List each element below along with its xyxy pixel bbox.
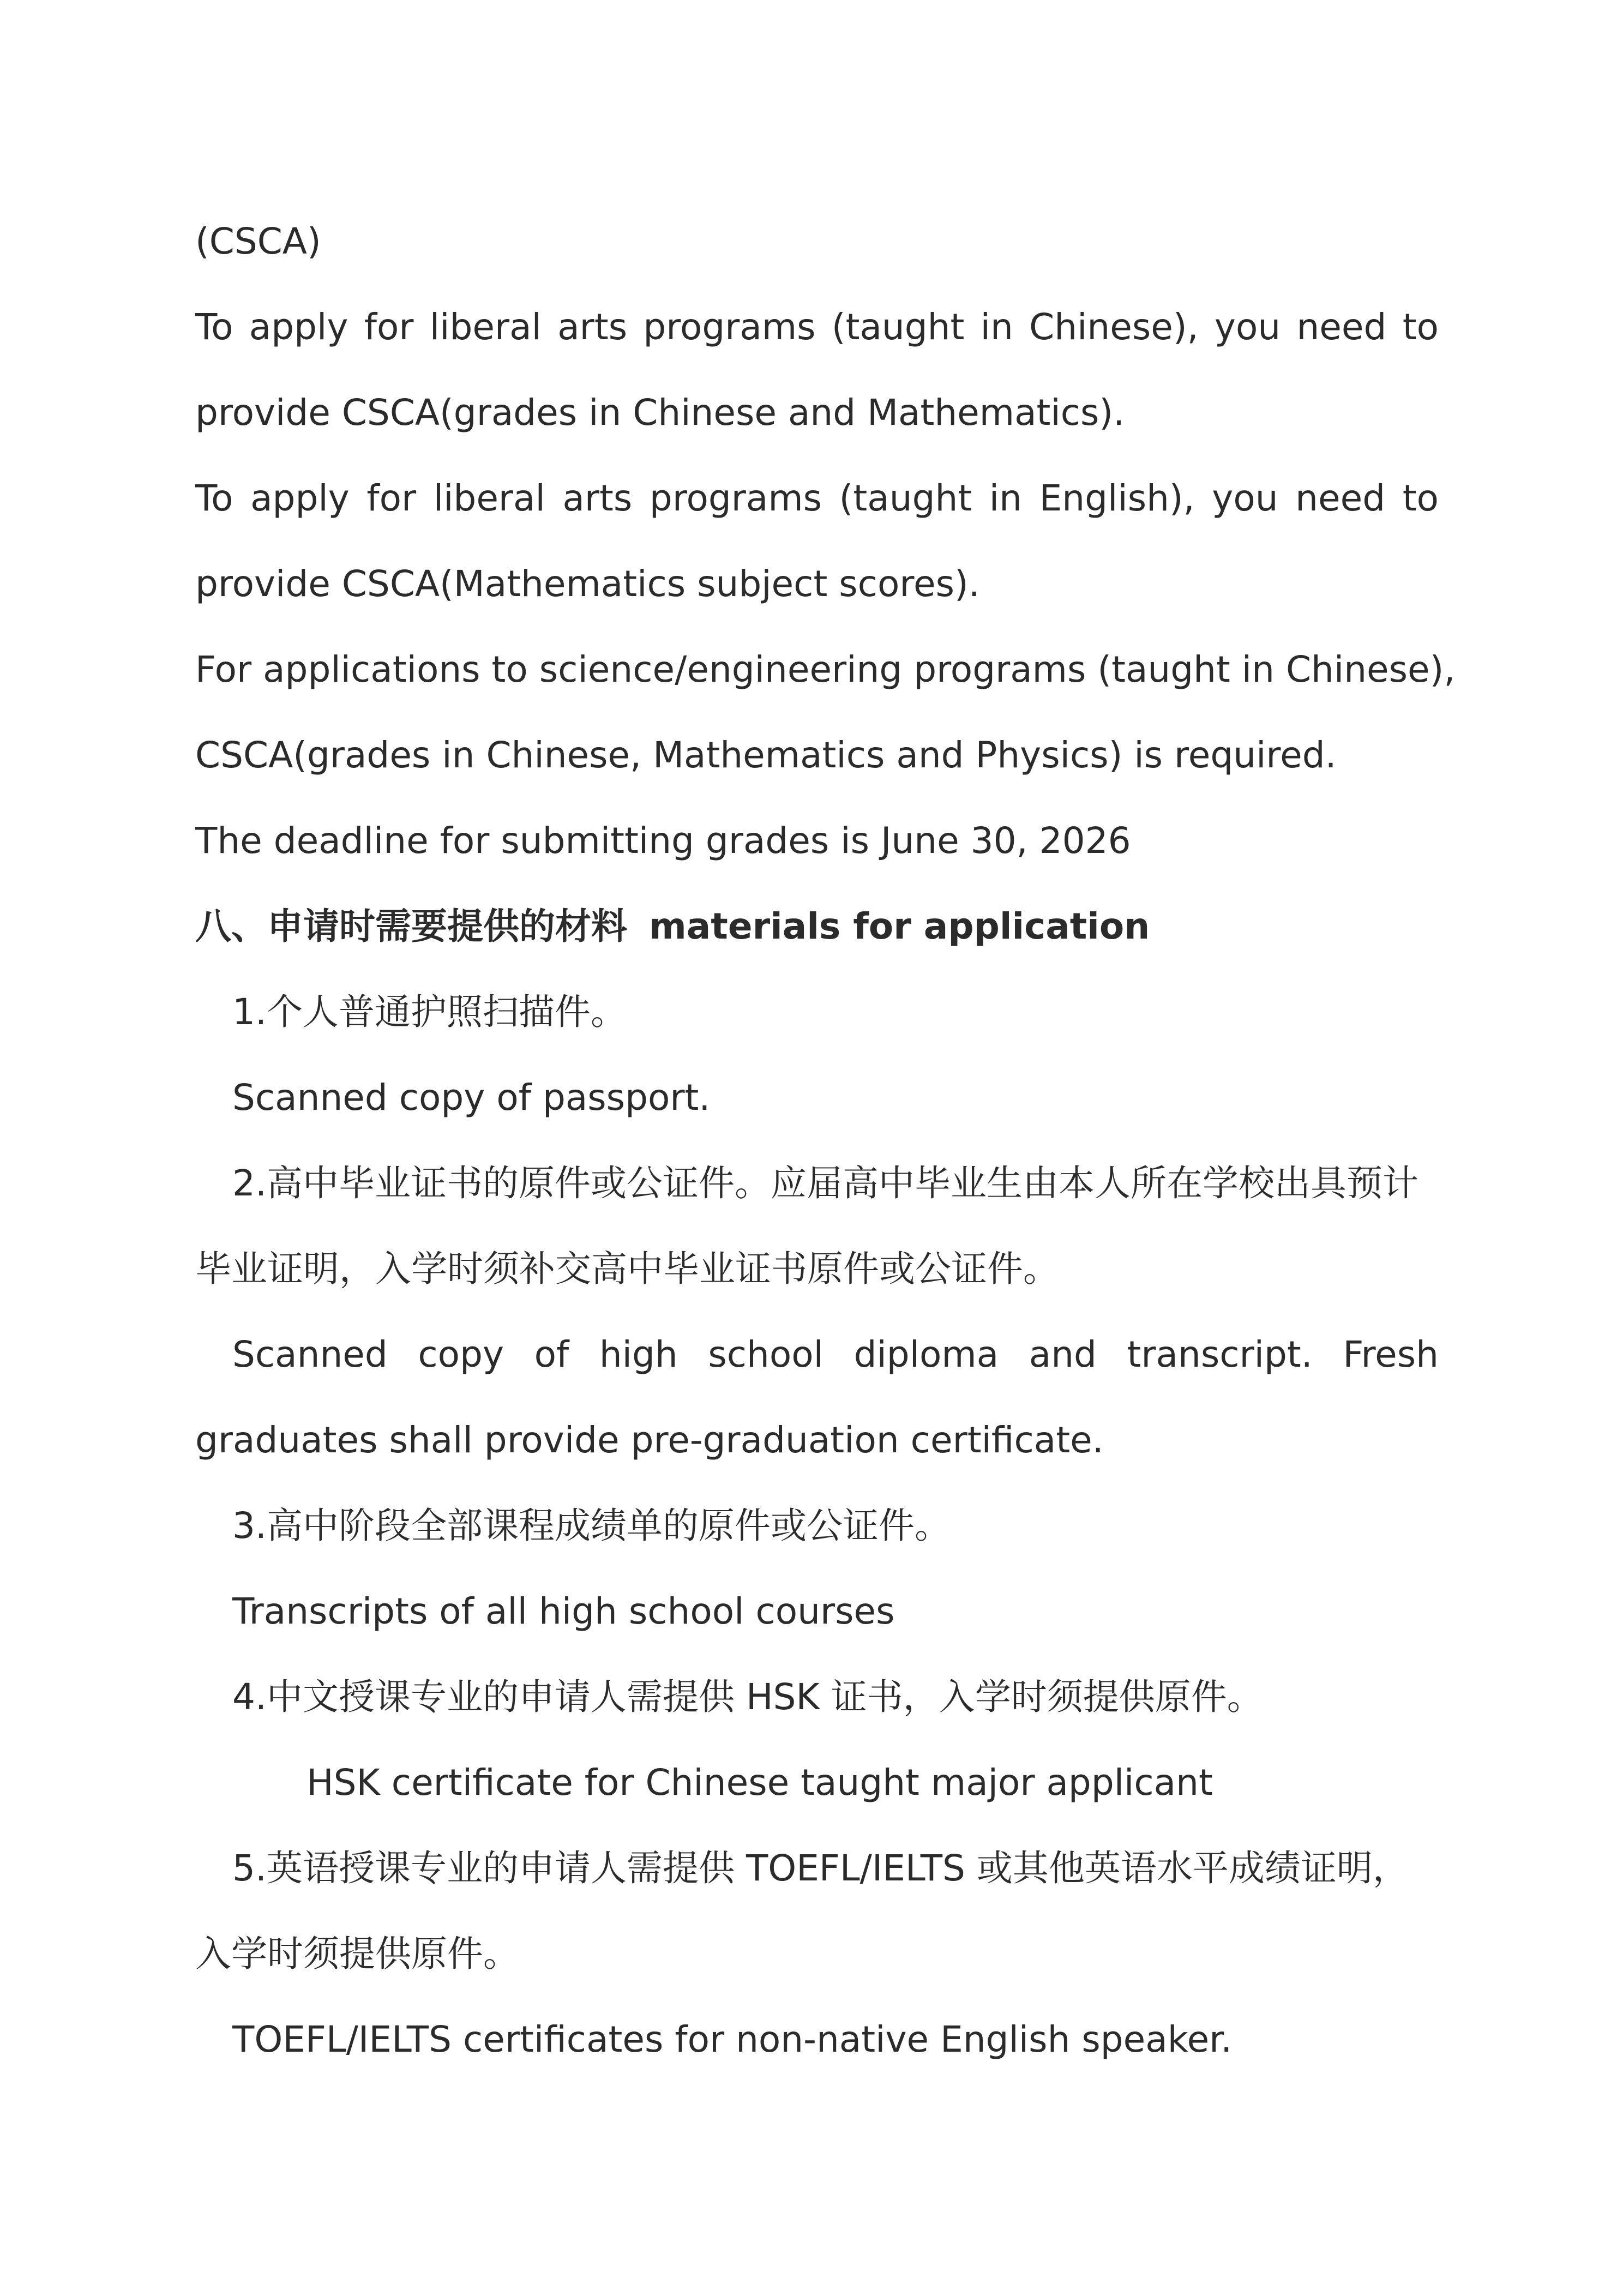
document-page: [195, 212, 1456, 2095]
item-3-cn: 3.高中阶段全部课程成绩单的原件或公证件。: [232, 1505, 951, 1547]
science-line-1: For applications to science/engineering programs (taught in Chinese),: [195, 648, 1456, 690]
item-4-cn: 4.中文授课专业的申请人需提供 HSK 证书，入学时须提供原件。: [232, 1676, 1263, 1718]
csca-heading-tail: (CSCA): [195, 220, 321, 262]
liberal-arts-chinese-line-2: provide CSCA(grades in Chinese and Mathematics).: [195, 392, 1125, 434]
section-8-heading-cn: 八、申请时需要提供的材料: [195, 905, 627, 947]
item-5-cn-line-1: 5.英语授课专业的申请人需提供 TOEFL/IELTS 或其他英语水平成绩证明，: [232, 1847, 1409, 1889]
item-2-en-line-1: Scanned copy of high school diploma and transcript. Fresh: [232, 1333, 1439, 1375]
item-2-en-line-2: graduates shall provide pre-graduation certificate.: [195, 1419, 1104, 1461]
section-8-heading: [195, 897, 1439, 982]
item-2-cn-line-1: 2.高中毕业证书的原件或公证件。应届高中毕业生由本人所在学校出具预计: [232, 1162, 1418, 1204]
liberal-arts-english-line-2: provide CSCA(Mathematics subject scores).: [195, 563, 980, 605]
item-1-cn: 1.个人普通护照扫描件。: [232, 991, 627, 1033]
liberal-arts-chinese-line-1: To apply for liberal arts programs (taught in Chinese), you need to: [195, 306, 1439, 348]
section-8-heading-en: materials for application: [649, 905, 1150, 947]
item-5-cn-line-2: 入学时须提供原件。: [195, 1933, 519, 1975]
liberal-arts-english-line-1: To apply for liberal arts programs (taught in English), you need to: [195, 477, 1439, 519]
science-line-2: CSCA(grades in Chinese, Mathematics and Physics) is required.: [195, 734, 1337, 776]
item-3-en: Transcripts of all high school courses: [232, 1590, 895, 1632]
item-2-cn-line-2: 毕业证明，入学时须补交高中毕业证书原件或公证件。: [195, 1248, 1059, 1290]
deadline-text: The deadline for submitting grades is June 30, 2026: [195, 820, 1131, 862]
item-4-en: HSK certificate for Chinese taught major applicant: [306, 1762, 1213, 1804]
item-5-en: TOEFL/IELTS certificates for non-native English speaker.: [232, 2018, 1233, 2060]
item-1-en: Scanned copy of passport.: [232, 1077, 711, 1119]
